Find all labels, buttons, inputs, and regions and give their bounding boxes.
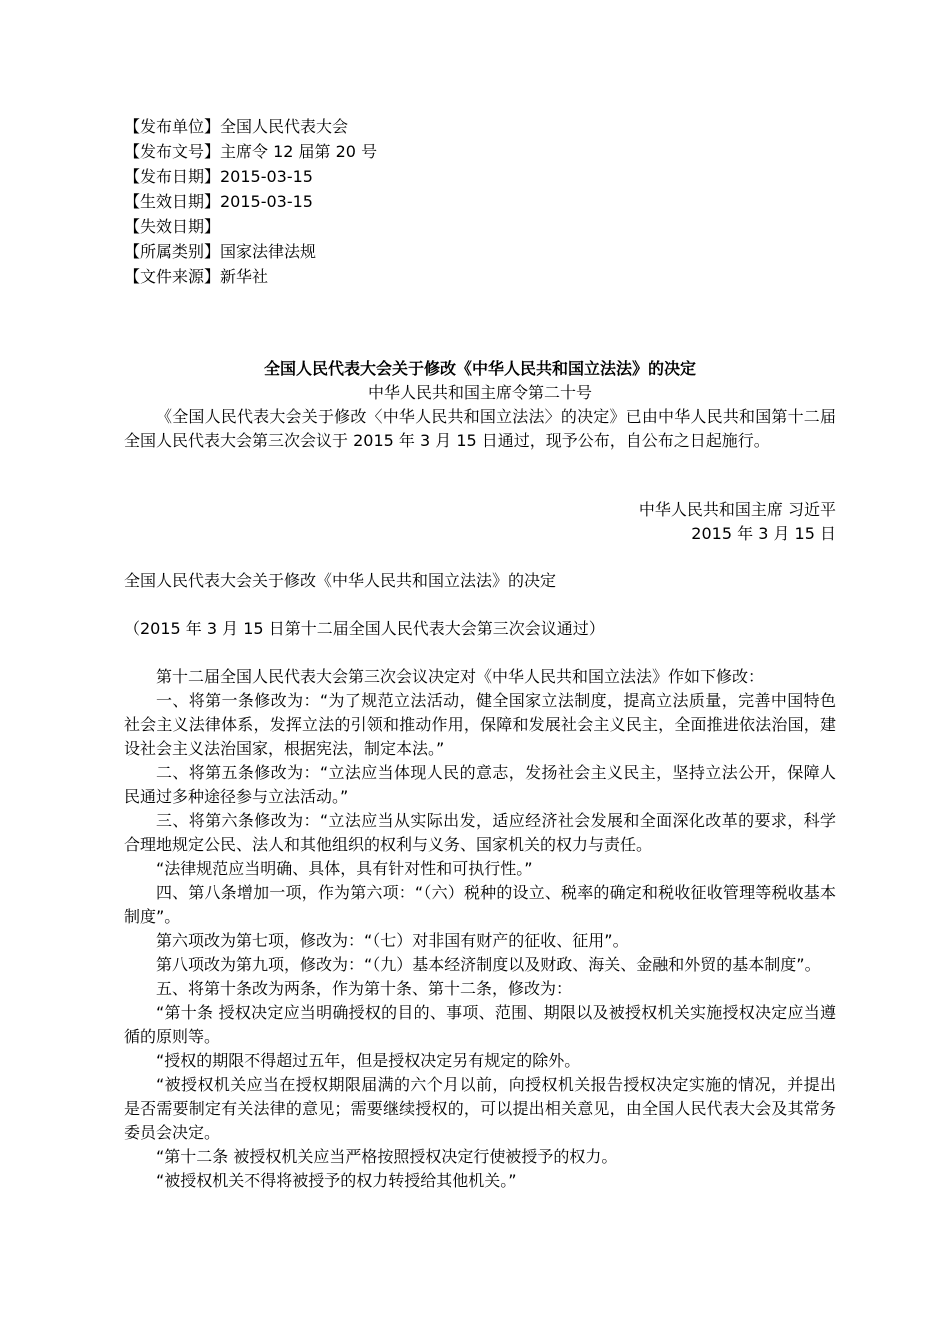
meta-effective-date: 【生效日期】2015-03-15 [124, 192, 313, 211]
meta-expiry-date: 【失效日期】 [124, 217, 221, 236]
document-title: 全国人民代表大会关于修改《中华人民共和国立法法》的决定 [263, 359, 696, 378]
paragraph-amendment-3: 三、将第六条修改为：“立法应当从实际出发，适应经济社会发展和全面深化改革的要求，科学合理地规定公民、法人和其他组织的权利与义务、国家机关的权力与责任。 [124, 811, 836, 854]
metadata-block [124, 114, 836, 289]
paragraph-amendment-1: 一、将第一条修改为：“为了规范立法活动，健全国家立法制度，提高立法质量，完善中国特色社会主义法律体系，发挥立法的引领和推动作用，保障和发展社会主义民主，全面推进依法治国，建设社会主义法治国家，根据宪法，制定本法。” [124, 691, 836, 758]
section-heading: 全国人民代表大会关于修改《中华人民共和国立法法》的决定 [124, 571, 557, 590]
meta-document-number: 【发布文号】主席令 12 届第 20 号 [124, 142, 378, 161]
body-text [124, 665, 836, 1193]
adoption-note: （2015 年 3 月 15 日第十二届全国人民代表大会第三次会议通过） [124, 619, 605, 638]
document-subtitle: 中华人民共和国主席令第二十号 [367, 383, 592, 402]
paragraph-amendment-5: 五、将第十条改为两条，作为第十条、第十二条，修改为： [156, 979, 573, 998]
signature-name: 中华人民共和国主席 习近平 [638, 500, 836, 519]
meta-source: 【文件来源】新华社 [124, 267, 269, 286]
meta-issuer: 【发布单位】全国人民代表大会 [124, 117, 349, 136]
paragraph-amendment-3-cont: “法律规范应当明确、具体，具有针对性和可执行性。” [156, 859, 533, 878]
paragraph-article-12-cont: “被授权机关不得将被授予的权力转授给其他机关。” [156, 1171, 517, 1190]
paragraph-amendment-2: 二、将第五条修改为：“立法应当体现人民的意志，发扬社会主义民主，坚持立法公开，保障人民通过多种途径参与立法活动。” [124, 763, 836, 806]
paragraph-article-10-term: “授权的期限不得超过五年，但是授权决定另有规定的除外。 [156, 1051, 581, 1070]
paragraph-preamble: 第十二届全国人民代表大会第三次会议决定对《中华人民共和国立法法》作如下修改： [156, 667, 765, 686]
paragraph-amendment-4-item-7: 第六项改为第七项，修改为：“（七）对非国有财产的征收、征用”。 [156, 931, 629, 950]
paragraph-amendment-4-item-9: 第八项改为第九项，修改为：“（九）基本经济制度以及财政、海关、金融和外贸的基本制度”。 [156, 955, 821, 974]
paragraph-article-10-report: “被授权机关应当在授权期限届满的六个月以前，向授权机关报告授权决定实施的情况，并提出是否需要制定有关法律的意见；需要继续授权的，可以提出相关意见，由全国人民代表大会及其常务委员会决定。 [124, 1075, 836, 1142]
meta-issue-date: 【发布日期】2015-03-15 [124, 167, 313, 186]
signature-date: 2015 年 3 月 15 日 [691, 524, 836, 543]
paragraph-article-12: “第十二条 被授权机关应当严格按照授权决定行使被授予的权力。 [156, 1147, 618, 1166]
intro-paragraph: 《全国人民代表大会关于修改〈中华人民共和国立法法〉的决定》已由中华人民共和国第十二届全国人民代表大会第三次会议于 2015 年 3 月 15 日通过，现予公布，自公布之日起施行。 [124, 407, 836, 450]
paragraph-article-10: “第十条 授权决定应当明确授权的目的、事项、范围、期限以及被授权机关实施授权决定应当遵循的原则等。 [124, 1003, 836, 1046]
paragraph-amendment-4: 四、第八条增加一项，作为第六项：“（六）税种的设立、税率的确定和税收征收管理等税收基本制度”。 [124, 883, 836, 926]
meta-category: 【所属类别】国家法律法规 [124, 242, 317, 261]
